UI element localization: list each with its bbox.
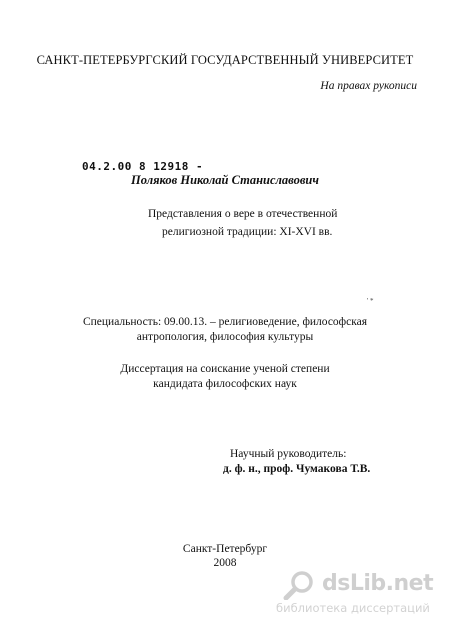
year: 2008 [213, 557, 237, 569]
watermark-subtitle: библиотека диссертаций [276, 601, 430, 615]
degree-line-2: кандидата философских наук [153, 378, 297, 390]
thesis-title-line-1: Представления о вере в отечественной [148, 208, 338, 220]
advisor-name: д. ф. н., проф. Чумакова Т.В. [223, 463, 371, 475]
city: Санкт-Петербург [182, 543, 268, 555]
scan-marks: ' * [367, 297, 374, 305]
author-name: Поляков Николай Станиславович [131, 173, 319, 187]
specialty-line-2: антропология, философия культуры [136, 331, 314, 343]
degree-line-1: Диссертация на соискание ученой степени [120, 363, 330, 375]
university-name: САНКТ-ПЕТЕРБУРГСКИЙ ГОСУДАРСТВЕННЫЙ УНИВЕРСИТЕТ [36, 53, 414, 67]
rights-note: На правах рукописи [320, 80, 417, 92]
advisor-label: Научный руководитель: [230, 448, 347, 460]
specialty-line-1: Специальность: 09.00.13. – религиоведение, философская [82, 316, 368, 328]
magnifier-logo-icon [282, 570, 316, 600]
dslib-watermark [276, 570, 447, 618]
library-stamp: 04.2.00 8 12918 - [82, 160, 204, 173]
thesis-title-line-2: религиозной традиции: XI-XVI вв. [162, 226, 333, 238]
watermark-name: dsLib.net [322, 571, 434, 596]
